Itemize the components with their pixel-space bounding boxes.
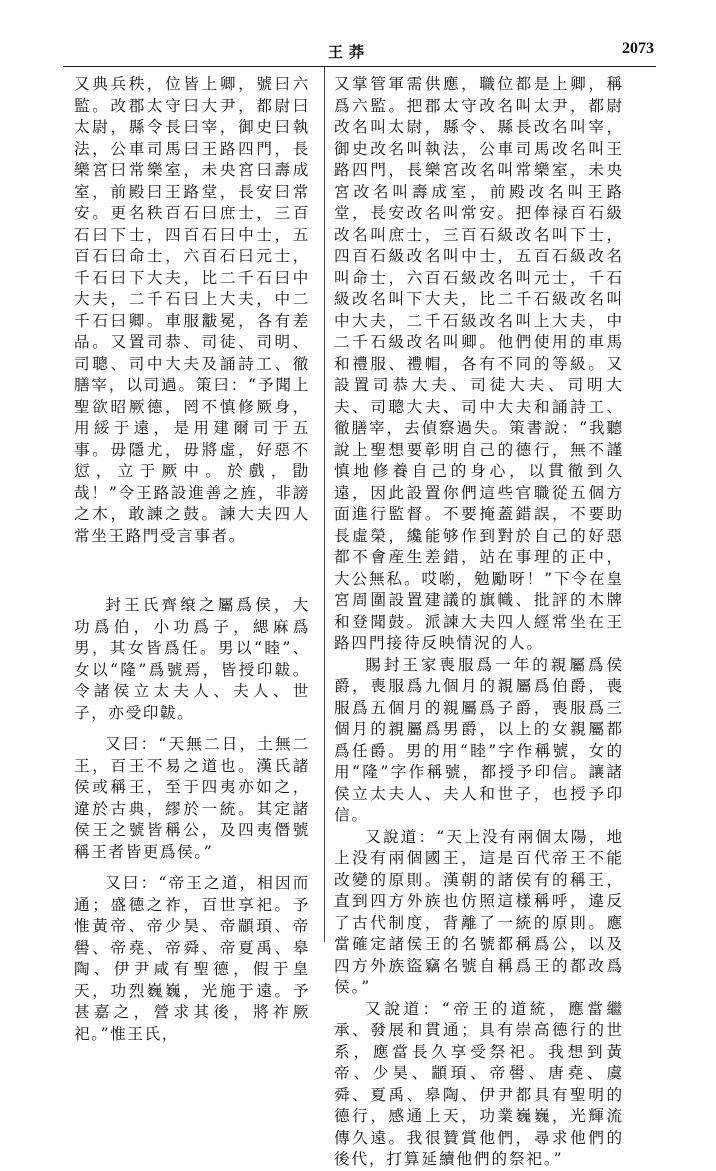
translation-text-column [334, 74, 624, 1171]
classical-paragraph-3: 又曰：“天無二日，土無二王，百王不易之道也。漢氏諸侯或稱王，至于四夷亦如之，違於古典，繆於一統。其定諸侯王之號皆稱公，及四夷僭號稱王者皆更爲侯。” [74, 735, 310, 861]
header-rule [63, 66, 656, 67]
classical-paragraph-2: 封王氏齊缞之屬爲侯，大功爲伯，小功爲子，緦麻爲男，其女皆爲任。男以“睦”、女以“隆”爲號焉，皆授印韍。令諸侯立太夫人、夫人、世子，亦受印韍。 [74, 596, 310, 722]
translation-paragraph-1: 又掌管軍需供應，職位都是上卿，稱爲六監。把郡太守改名叫太尹，都尉改名叫太尉，縣令、縣長改名叫宰，御史改名叫執法，公車司馬改名叫王路四門，長樂宮改名叫常樂室，未央宮改名叫壽成室，前殿改名叫王路堂，長安改名叫常安。把俸禄百石級改名叫庶士，三百石級改名叫下士，四百石級改名叫中士，五百石級改名叫命士，六百石級改名叫元士，千石級改名叫下大夫，比二千石級改名叫中大夫，二千石級改名叫上大夫，中二千石級改名叫卿。他們使用的車馬和禮服、禮帽，各有不同的等級。又設置司恭大夫、司徒大夫、司明大夫、司聰大夫、司中大夫和誦詩工、徹膳宰，去偵察過失。策書說：“我聽說上聖想要彰明自己的德行，無不謹慎地修養自己的身心，以貫徹到久遠，因此設置你們這些官職從五個方面進行監督。不要掩蓋錯誤，不要助長虛榮，纔能够作到對於自己的好惡都不會産生差錯，站在事理的正中，大公無私。哎喲，勉勵呀！”下令在皇宮周圍設置建議的旗幟、批評的木牌和登聞鼓。派諫大夫四人經常坐在王路四門接待反映情況的人。 [334, 75, 624, 652]
classical-text-column [74, 74, 310, 1045]
translation-paragraph-3: 又說道：“天上没有兩個太陽，地上没有兩個國王，這是百代帝王不能改變的原則。漢朝的諸侯有的稱王，直到四方外族也仿照這樣稱呼，違反了古代制度，背離了一統的原則。應當確定諸侯王的名號都稱爲公，以及四方外族盜竊名號自稱爲王的都改爲侯。” [334, 827, 624, 996]
column-divider [324, 67, 325, 942]
running-title: 王莽 [328, 43, 371, 61]
page-header [0, 0, 716, 70]
classical-paragraph-1: 又典兵秩，位皆上卿，號曰六監。改郡太守曰大尹，都尉曰太尉，縣令長曰宰，御史曰執法，公車司馬曰王路四門，長樂宮曰常樂室，未央宮曰壽成室，前殿曰王路堂，長安曰常安。更名秩百石曰庶士，三百石曰下士，四百石曰中士，五百石曰命士，六百石曰元士，千石曰下大夫，比二千石曰中大夫，二千石曰上大夫，中二千石曰卿。車服黻冕，各有差品。又置司恭、司徒、司明、司聰、司中大夫及誦詩工、徹膳宰，以司過。策曰：“予聞上聖欲昭厥德，罔不慎修厥身，用綏于遠，是用建爾司于五事。毋隱尤，毋將虛，好惡不愆，立于厥中。於戲，勖哉！”令王路設進善之旌，非謗之木，敢諫之鼓。諫大夫四人常坐王路門受言事者。 [74, 75, 310, 545]
translation-paragraph-4: 又說道：“帝王的道統，應當繼承、發展和貫通；具有崇高德行的世系，應當長久享受祭祀。我想到黃帝、少昊、顓頊、帝嚳、唐堯、虞舜、夏禹、皋陶、伊尹都具有聖明的德行，感通上天，功業巍巍，光輝流傳久遠。我很贊賞他們，尋求他們的後代，打算延續他們的祭祀。” [334, 999, 624, 1168]
translation-paragraph-2: 賜封王家喪服爲一年的親屬爲侯爵，喪服爲九個月的親屬爲伯爵，喪服爲五個月的親屬爲子爵，喪服爲三個月的親屬爲男爵，以上的女親屬都爲任爵。男的用“睦”字作稱號，女的用“隆”字作稱號，都授予印信。讓諸侯立太夫人、夫人和世子，也授予印信。 [334, 655, 624, 824]
classical-paragraph-4: 又曰：“帝王之道，相因而通；盛德之祚，百世享祀。予惟黃帝、帝少昊、帝顓頊、帝嚳、帝堯、帝舜、帝夏禹、皋陶、伊尹咸有聖德，假于皇天，功烈巍巍，光施于遠。予甚嘉之，營求其後，將祚厥祀。”惟王氏， [74, 874, 310, 1043]
page-number: 2073 [622, 40, 654, 57]
